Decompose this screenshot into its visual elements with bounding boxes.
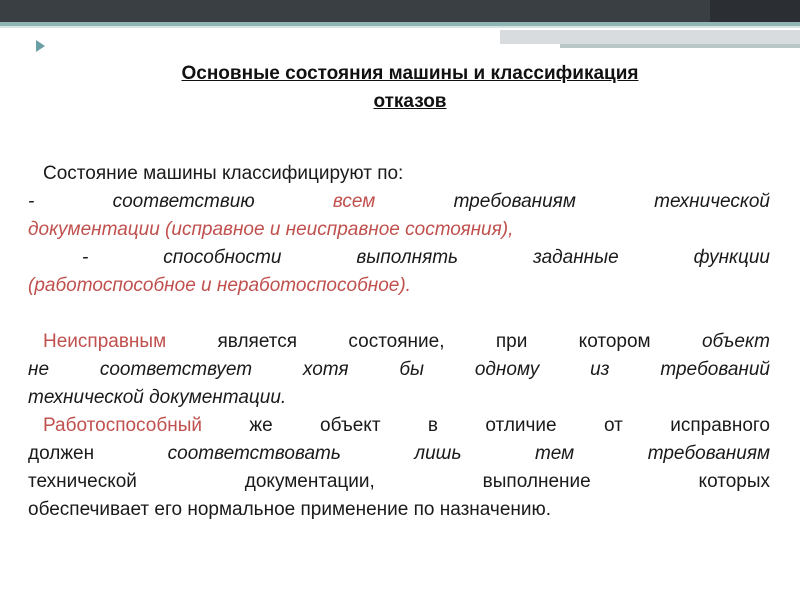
item1-rest: требованиям технической [375, 191, 770, 212]
p2-line4: обеспечивает его нормальное применение по назначению. [28, 499, 552, 520]
p2-line2a: должен [28, 443, 168, 464]
p1-line2: не соответствует хотя бы одному из требований [28, 359, 770, 380]
p1-text2: объект [701, 331, 770, 352]
p2-text1: же объект в отличие от исправного [201, 415, 770, 436]
slide-title-line1: Основные состояния машины и классификация [181, 63, 639, 84]
p1-term: Неисправным [43, 331, 167, 352]
item2-line1: - способности выполнять заданные функции [82, 247, 770, 268]
slide-title [60, 60, 760, 116]
item2-line2: (работоспособное и неработоспособное). [28, 275, 411, 296]
slide-grey-strip-accent [560, 44, 800, 48]
slide-body [28, 160, 770, 524]
item1-line1 [28, 188, 770, 216]
triangle-bullet-icon [36, 40, 45, 52]
p1-line3: технической документации. [28, 387, 287, 408]
p2-line3: технической документации, выполнение которых [28, 471, 770, 492]
p1-text1: является состояние, при котором [166, 331, 702, 352]
p2-line1 [28, 412, 770, 440]
slide-accent-strip-light [0, 26, 800, 28]
slide-title-line2: отказов [373, 91, 447, 112]
p2-term: Работоспособный [43, 415, 202, 436]
p2-line2b: соответствовать лишь тем требованиям [167, 443, 770, 464]
slide-top-bar [0, 0, 800, 22]
item1-highlight: всем [332, 191, 376, 212]
slide-top-bar-corner [710, 0, 800, 22]
intro-text: Состояние машины классифицируют по: [43, 163, 404, 184]
item1-prefix: - соответствию [28, 191, 333, 212]
slide-grey-strip [500, 30, 800, 44]
item1-line2: документации (исправное и неисправное состояния), [28, 219, 514, 240]
p1-line1 [28, 328, 770, 356]
p2-line2 [28, 440, 770, 468]
